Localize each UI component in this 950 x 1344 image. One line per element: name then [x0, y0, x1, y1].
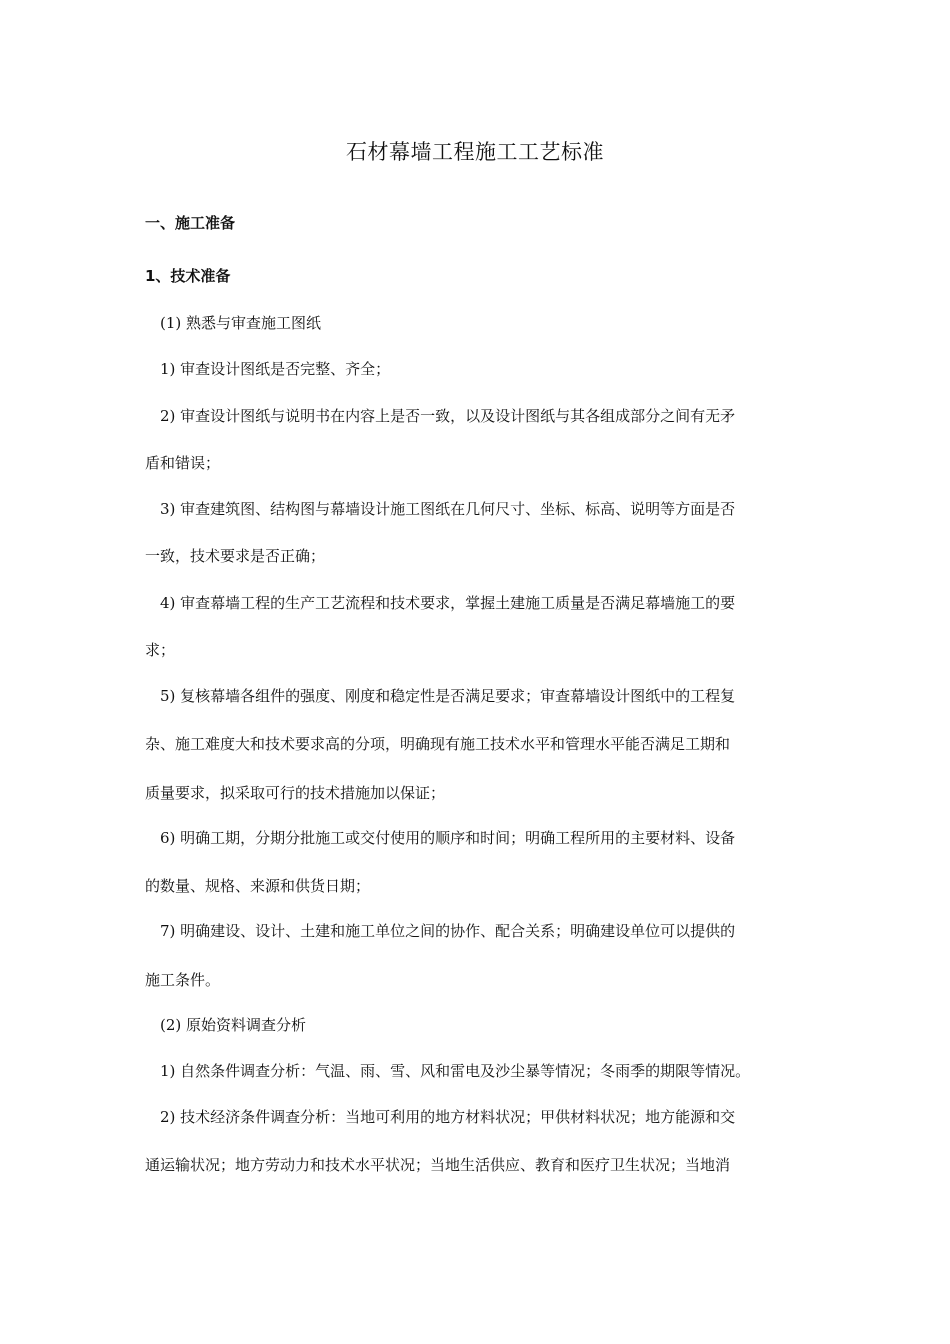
document-title: 石材幕墙工程施工工艺标准 [346, 140, 604, 164]
paragraph-line: 2) 审查设计图纸与说明书在内容上是否一致，以及设计图纸与其各组成部分之间有无矛 [160, 407, 736, 425]
paragraph-line: 质量要求，拟采取可行的技术措施加以保证； [145, 784, 446, 802]
paragraph-line: 杂、施工难度大和技术要求高的分项，明确现有施工技术水平和管理水平能否满足工期和 [145, 735, 731, 753]
paragraph-line: 4) 审查幕墙工程的生产工艺流程和技术要求，掌握土建施工质量是否满足幕墙施工的要 [160, 594, 736, 612]
subsection-heading: 1、技术准备 [145, 267, 231, 285]
paragraph-line: 2) 技术经济条件调查分析：当地可利用的地方材料状况；甲供材料状况；地方能源和交 [160, 1108, 736, 1126]
paragraph-line: 5) 复核幕墙各组件的强度、刚度和稳定性是否满足要求；审查幕墙设计图纸中的工程复 [160, 687, 736, 705]
paragraph-line: 的数量、规格、来源和供货日期； [145, 877, 371, 895]
paragraph-line: 一致，技术要求是否正确； [145, 547, 326, 565]
paragraph-line: 施工条件。 [145, 971, 221, 989]
paragraph-line: 7) 明确建设、设计、土建和施工单位之间的协作、配合关系；明确建设单位可以提供的 [160, 922, 736, 940]
paragraph-line: (2) 原始资料调查分析 [160, 1016, 307, 1034]
paragraph-line: 6) 明确工期，分期分批施工或交付使用的顺序和时间；明确工程所用的主要材料、设备 [160, 829, 736, 847]
paragraph-line: 3) 审查建筑图、结构图与幕墙设计施工图纸在几何尺寸、坐标、标高、说明等方面是否 [160, 500, 736, 518]
paragraph-line: 盾和错误； [145, 454, 221, 472]
paragraph-line: (1) 熟悉与审查施工图纸 [160, 314, 322, 332]
paragraph-line: 1) 自然条件调查分析：气温、雨、雪、风和雷电及沙尘暴等情况；冬雨季的期限等情况。 [160, 1062, 751, 1080]
paragraph-line: 通运输状况；地方劳动力和技术水平状况；当地生活供应、教育和医疗卫生状况；当地消 [145, 1156, 731, 1174]
paragraph-line: 求； [145, 641, 176, 659]
section-heading: 一、施工准备 [145, 214, 236, 232]
paragraph-line: 1) 审查设计图纸是否完整、齐全； [160, 360, 391, 378]
